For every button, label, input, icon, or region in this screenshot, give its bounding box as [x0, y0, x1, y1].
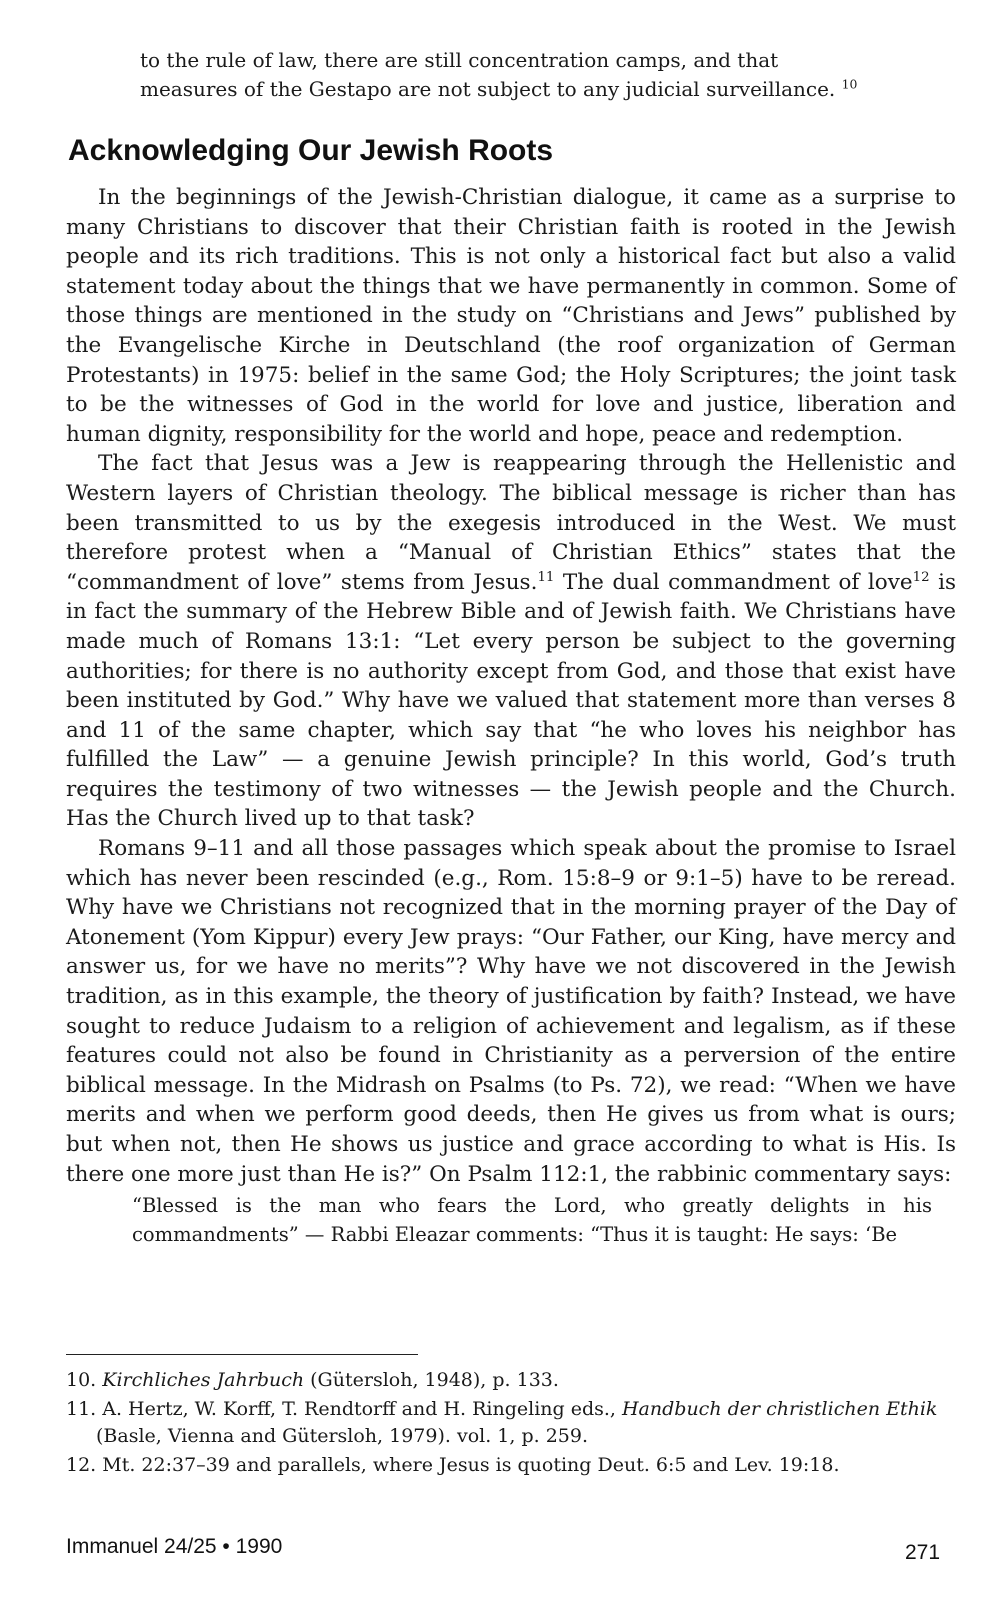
paragraph-1: In the beginnings of the Jewish-Christian dialogue, it came as a surprise to many Christians to discover that their Christian faith is rooted in the Jewish people and its rich traditions. This is not only a historical fact but also a valid statement today about the things that we have permanently in common. Some of those things are mentioned in the study on “Christians and Jews” published by the Evangelische Kirche in Deutschland (the roof organization of German Protestants) in 1975: belief in the same God; the Holy Scriptures; the joint task to be the witnesses of God in the world for love and justice, liberation and human dignity, responsibility for the world and hope, peace and redemption. [66, 185, 956, 447]
intro-text: to the rule of law, there are still concentration camps, and that measures of the Gestapo are not subject to any judicial surveillance. [140, 48, 836, 101]
journal-footer: Immanuel 24/25 • 1990 [66, 1535, 283, 1558]
footnote-ref-11[interactable]: 11 [537, 569, 555, 585]
footnote-11-number: 11. [66, 1398, 97, 1420]
paragraph-2-part-a: The fact that Jesus was a Jew is reappearing through the Hellenistic and Western layers of Christian theology. The biblical message is richer than has been transmitted to us by the exegesis introduced in the West. We must therefore protest when a “Manual of Christian Ethics” states that the “commandment of love” stems from Jesus. [66, 451, 956, 595]
footnote-10 [66, 1367, 956, 1394]
footnote-11 [66, 1396, 956, 1450]
footnote-11-details: (Basle, Vienna and Gütersloh, 1979). vol. 1, p. 259. [96, 1425, 589, 1447]
paragraph-2-part-c: is in fact the summary of the Hebrew Bible and of Jewish faith. We Christians have made much of Romans 13:1: “Let every person be subject to the governing authorities; for there is no authority except from God, and those that exist have been instituted by God.” Why have we valued that statement more than verses 8 and 11 of the same chapter, which say that “he who loves his neighbor has fulfilled the Law” — a genuine Jewish principle? In this world, God’s truth requires the testimony of two witnesses — the Jewish people and the Church. Has the Church lived up to that task? [66, 569, 956, 832]
footnotes [66, 1367, 956, 1481]
paragraph-2-part-b: The dual commandment of love [554, 569, 913, 595]
footnote-divider [66, 1354, 418, 1355]
paragraph-3: Romans 9–11 and all those passages which speak about the promise to Israel which has never been rescinded (e.g., Rom. 15:8–9 or 9:1–5) have to be reread. Why have we Christians not recognized that in the morning prayer of the Day of Atonement (Yom Kippur) every Jew prays: “Our Father, our King, have mercy and answer us, for we have no merits”? Why have we not discovered in the Jewish tradition, as in this example, the theory of justification by faith? Instead, we have sought to reduce Judaism to a religion of achievement and legalism, as if these features could not also be found in Christianity as a perversion of the entire biblical message. In the Midrash on Psalms (to Ps. 72), we read: “When we have merits and when we perform good deeds, then He gives us from what is ours; but when not, then He shows us justice and grace according to what is His. Is there one more just than He is?” On Psalm 112:1, the rabbinic commentary says: [66, 836, 956, 1187]
footnote-ref-12[interactable]: 12 [912, 569, 930, 585]
page-number: 271 [905, 1541, 941, 1564]
footnote-11-title: Handbuch der christlichen Ethik [621, 1398, 938, 1420]
section-heading: Acknowledging Our Jewish Roots [68, 134, 554, 167]
footnote-10-details: (Gütersloh, 1948), p. 133. [304, 1369, 559, 1391]
footnote-11-editors: A. Hertz, W. Korff, T. Rendtorff and H. Ringeling eds., [96, 1398, 622, 1420]
paragraph-2 [66, 449, 956, 834]
footnote-12 [66, 1452, 956, 1479]
footnote-12-number: 12. [66, 1454, 97, 1476]
footnote-12-text: Mt. 22:37–39 and parallels, where Jesus is quoting Deut. 6:5 and Lev. 19:18. [96, 1454, 840, 1476]
footnote-ref-10[interactable]: 10 [841, 76, 858, 92]
footnote-10-title: Kirchliches Jahrbuch [102, 1369, 305, 1391]
intro-paragraph [140, 46, 880, 104]
footnote-10-number: 10. [66, 1369, 97, 1391]
block-quote: “Blessed is the man who fears the Lord, who greatly delights in his commandments” — Rabbi Eleazar comments: “Thus it is taught: He says: ‘Be [132, 1194, 932, 1247]
body-text [66, 183, 956, 1249]
